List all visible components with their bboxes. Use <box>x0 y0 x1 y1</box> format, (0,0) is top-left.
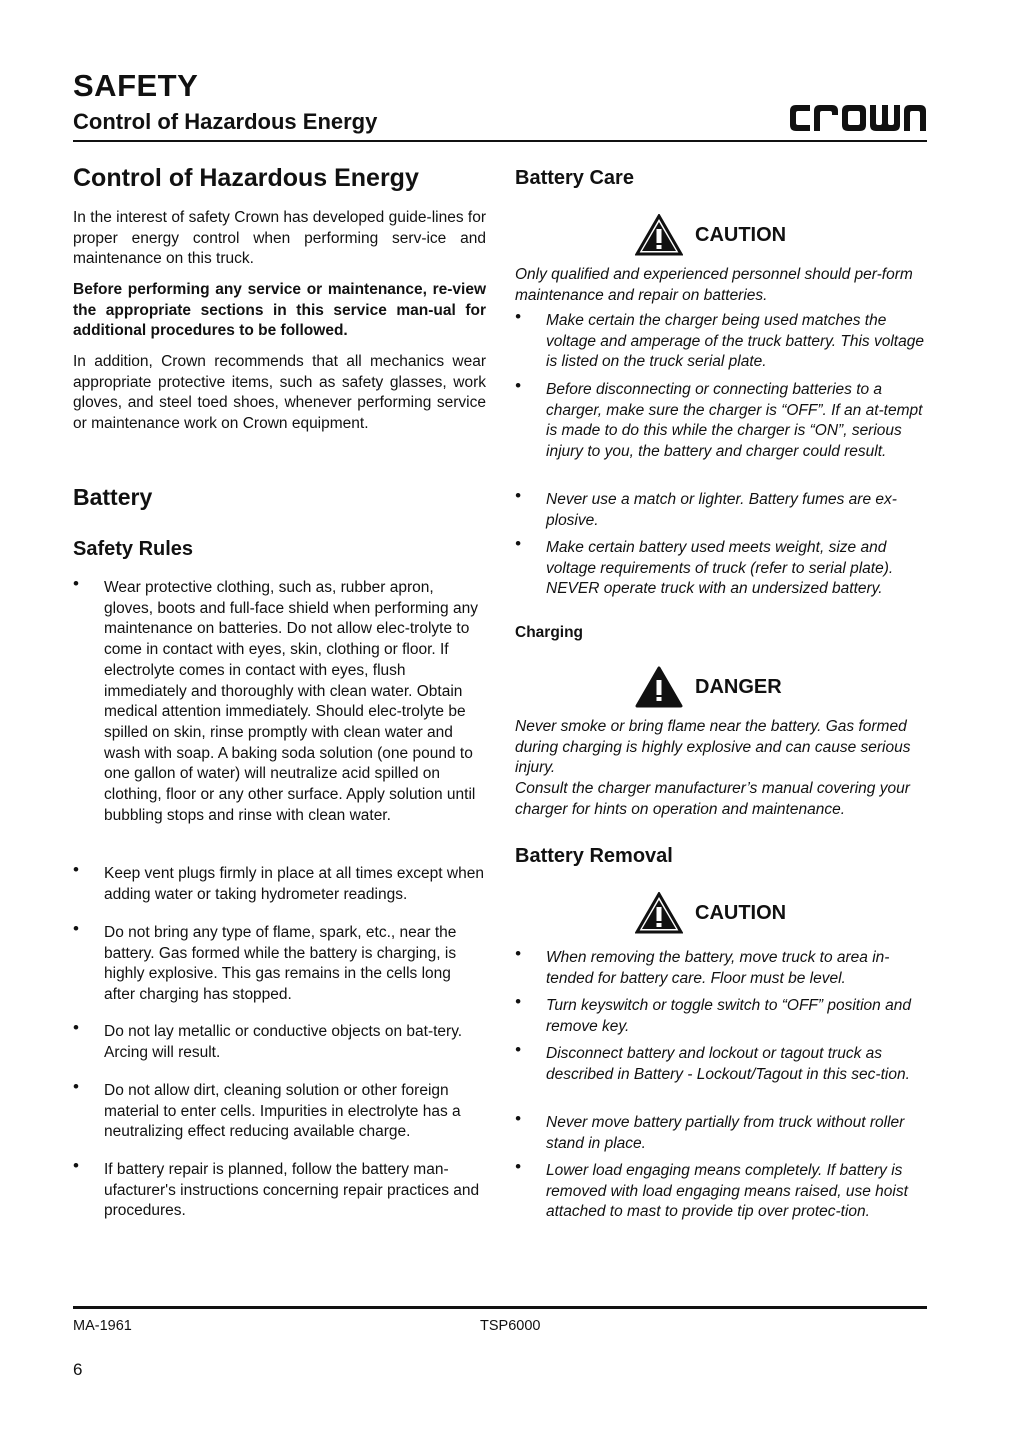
battery-care-text: Make certain the charger being used matches the voltage and amperage of the truck battery. This voltage is listed on the truck serial plate. <box>546 312 924 371</box>
bullet-icon: • <box>73 860 79 879</box>
bullet-icon: • <box>515 1040 521 1059</box>
caution-label: CAUTION <box>695 902 787 924</box>
bullet-icon: • <box>73 919 79 938</box>
battery-care-text: Before disconnecting or connecting batteries to a charger, make sure the charger is “OFF”. If an at-tempt is made to do this while the charger is “ON”, serious injury to you, the battery and charger could result. <box>546 381 923 461</box>
caution-callout <box>635 892 875 936</box>
bullet-icon: • <box>73 574 79 593</box>
safety-rule-text: Do not allow dirt, cleaning solution or other foreign material to enter cells. Impurities in electrolyte has a neutralizing effect reducing available charge. <box>104 1082 461 1141</box>
danger-text: Never smoke or bring flame near the battery. Gas formed during charging is highly explosive and can cause serious injury. <box>515 718 911 777</box>
bullet-icon: • <box>515 534 521 553</box>
consult-manual-text: Consult the charger manufacturer’s manual covering your charger for hints on operation and maintenance. <box>515 780 910 818</box>
danger-label: DANGER <box>695 676 782 698</box>
bullet-icon: • <box>515 1109 521 1128</box>
bullet-icon: • <box>515 376 521 395</box>
footer-model: TSP6000 <box>480 1318 541 1334</box>
battery-removal-text: Turn keyswitch or toggle switch to “OFF” position and remove key. <box>546 997 911 1035</box>
battery-removal-text: Never move battery partially from truck without roller stand in place. <box>546 1114 905 1152</box>
danger-icon <box>635 666 683 708</box>
safety-rule-text: Do not lay metallic or conductive objects on bat-tery. Arcing will result. <box>104 1023 463 1061</box>
subheading-safety-rules: Safety Rules <box>73 538 194 560</box>
section-heading-control: Control of Hazardous Energy <box>73 164 419 192</box>
safety-rule-text: Wear protective clothing, such as, rubber apron, gloves, boots and full-face shield when performing any maintenance on batteries. Do not allow elec-trolyte to come in contact with eyes, skin, clothing or floor. If electrolyte comes in contact with eyes, flush immediately and thoroughly with clean water. Obtain medical attention immediately. Should elec-trolyte be spilled on skin, rinse promptly with clean water and wash with soap. A baking soda solution (one pound to one gallon of water) will neutralize acid spilled on clothing, floor or any other surface. Apply solution until bubbling stops and rinse with clean water. <box>104 579 478 824</box>
bullet-icon: • <box>515 992 521 1011</box>
bullet-icon: • <box>515 486 521 505</box>
caution-callout <box>635 214 875 258</box>
bullet-icon: • <box>73 1018 79 1037</box>
battery-removal-text: Lower load engaging means completely. If battery is removed with load engaging means raised, use hoist attached to mast to provide tip over protec-tion. <box>546 1162 908 1221</box>
bullet-icon: • <box>515 307 521 326</box>
section-heading-battery: Battery <box>73 484 153 510</box>
protective-items-paragraph: In addition, Crown recommends that all mechanics wear appropriate protective items, such as safety glasses, work gloves, and steel toed shoes, whenever performing service or maintenance work on Crown equipment. <box>73 353 486 433</box>
caution-label: CAUTION <box>695 224 787 246</box>
bullet-icon: • <box>515 944 521 963</box>
caution-icon <box>635 214 683 256</box>
safety-rule-text: Keep vent plugs firmly in place at all times except when adding water or taking hydrometer readings. <box>104 865 484 903</box>
bullet-icon: • <box>73 1156 79 1175</box>
footer-doc-code: MA-1961 <box>73 1318 132 1334</box>
battery-care-text: Make certain battery used meets weight, size and voltage requirements of truck (refer to serial plate). NEVER operate truck with an undersized battery. <box>546 539 894 598</box>
bullet-icon: • <box>515 1157 521 1176</box>
bullet-icon: • <box>73 1077 79 1096</box>
page-subtitle: Control of Hazardous Energy <box>73 109 378 134</box>
page-number: 6 <box>73 1360 83 1379</box>
subheading-battery-care: Battery Care <box>515 167 634 189</box>
service-warning-paragraph: Before performing any service or maintenance, re-view the appropriate sections in this service man-ual for additional procedures to be followed. <box>73 281 486 340</box>
header-rule <box>73 140 927 142</box>
caution-text: Only qualified and experienced personnel should per-form maintenance and repair on batteries. <box>515 266 913 304</box>
safety-rule-text: If battery repair is planned, follow the battery man-ufacturer's instructions concerning repair practices and procedures. <box>104 1161 480 1220</box>
crown-logo <box>788 103 928 133</box>
intro-paragraph: In the interest of safety Crown has developed guide-lines for proper energy control when performing serv-ice and maintenance on this truck. <box>73 209 486 268</box>
subheading-charging: Charging <box>515 624 584 641</box>
battery-care-text: Never use a match or lighter. Battery fumes are ex-plosive. <box>546 491 897 529</box>
danger-callout <box>635 666 875 710</box>
battery-removal-text: Disconnect battery and lockout or tagout truck as described in Battery - Lockout/Tagout in this sec-tion. <box>546 1045 910 1083</box>
battery-removal-text: When removing the battery, move truck to area in-tended for battery care. Floor must be level. <box>546 949 890 987</box>
footer-rule <box>73 1306 927 1309</box>
safety-rule-text: Do not bring any type of flame, spark, etc., near the battery. Gas formed while the battery is charging, is highly explosive. This gas remains in the cells long after charging has stopped. <box>104 924 457 1004</box>
page-title: SAFETY <box>73 68 199 103</box>
caution-icon <box>635 892 683 934</box>
subheading-battery-removal: Battery Removal <box>515 845 673 867</box>
